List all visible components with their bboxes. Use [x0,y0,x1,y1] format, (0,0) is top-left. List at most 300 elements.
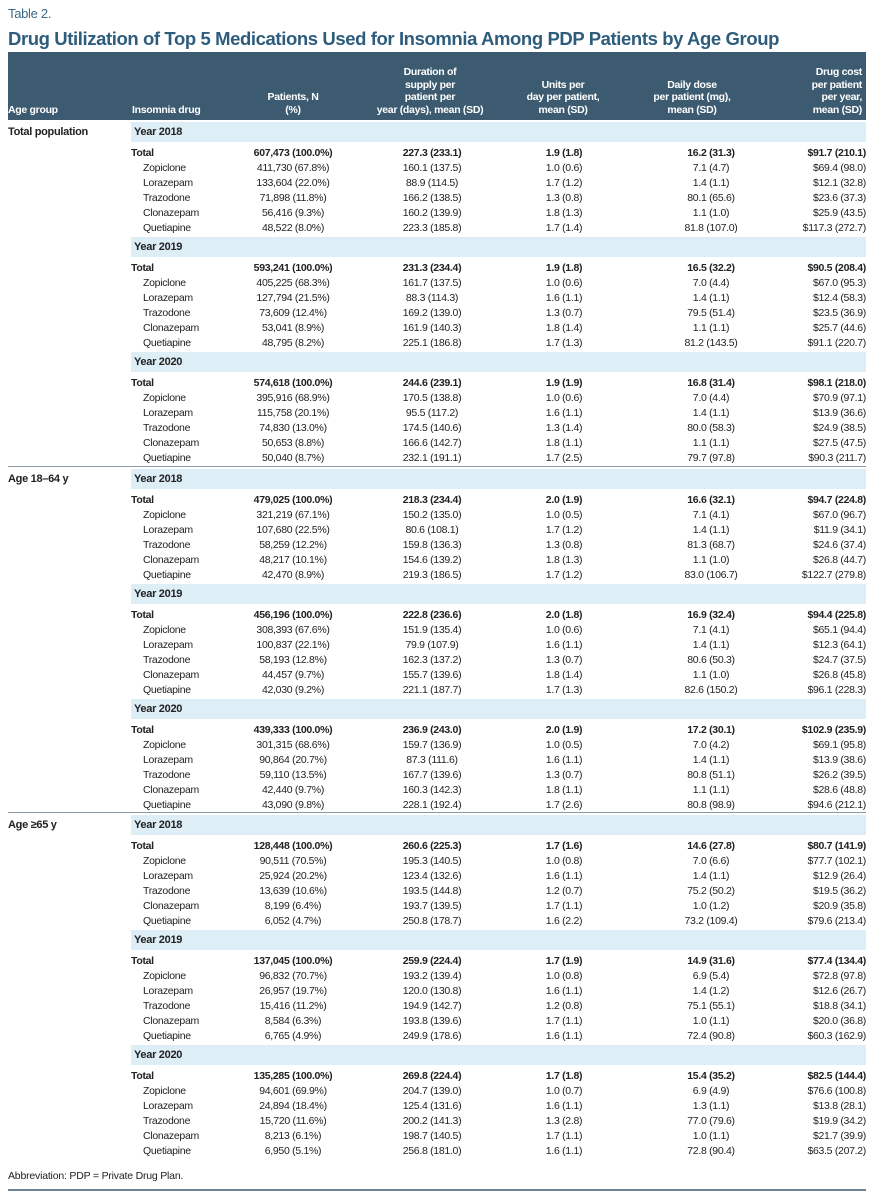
cell-daily-dose: 81.8 (107.0) [684,221,738,234]
cell-daily-dose: 75.2 (50.2) [687,884,735,897]
total-row [0,261,875,276]
cell-daily-dose: 7.1 (4.7) [692,161,730,174]
cell-drug: Trazodone [143,538,191,551]
cell-patients: 321,219 (67.1%) [256,508,330,521]
cell-units: 1.0 (0.6) [545,161,583,174]
table-row [0,854,875,869]
cell-units: 1.2 (0.8) [545,999,583,1012]
cell-drug-cost: $67.0 (96.7) [812,508,866,521]
cell-duration: 228.1 (192.4) [402,798,462,811]
table-row [0,668,875,683]
cell-duration: 244.6 (239.1) [402,377,462,389]
cell-duration: 198.7 (140.5) [402,1129,462,1142]
header-line: Drug cost [815,66,862,78]
cell-patients: 133,604 (22.0%) [256,176,330,189]
table-row [0,884,875,899]
cell-patients: 107,680 (22.5%) [256,523,330,536]
cell-duration: 204.7 (139.0) [402,1084,462,1097]
header-line: Age group [8,103,58,116]
cell-units: 1.8 (1.4) [545,668,583,681]
header-line: patient per [404,91,456,103]
cell-daily-dose: 83.0 (106.7) [684,568,738,581]
cell-duration: 222.8 (236.6) [402,609,462,621]
table-row [0,276,875,291]
cell-daily-dose: 1.4 (1.1) [692,869,730,882]
cell-patients: 44,457 (9.7%) [261,668,325,681]
cell-units: 1.6 (1.1) [545,291,583,304]
cell-drug: Total [131,377,154,389]
cell-drug: Trazodone [143,884,191,897]
cell-units: 1.8 (1.3) [545,206,583,219]
cell-units: 1.3 (0.7) [545,653,583,666]
cell-patients: 42,470 (8.9%) [261,568,325,581]
cell-units: 1.3 (2.8) [545,1114,583,1127]
cell-patients: 128,448 (100.0%) [253,840,333,852]
total-row [0,376,875,391]
header-duration [377,66,484,116]
header-line: per patient [811,78,862,91]
table-row [0,1029,875,1044]
table-row [0,421,875,436]
cell-drug-cost: $12.3 (64.1) [812,638,866,651]
total-row [0,723,875,738]
cell-drug-cost: $18.8 (34.1) [812,999,866,1012]
cell-drug: Lorazepam [143,638,193,651]
cell-drug: Total [131,609,154,621]
cell-drug-cost: $23.5 (36.9) [812,306,866,319]
age-group-label: Age ≥65 y [8,819,57,831]
cell-patients: 42,440 (9.7%) [261,783,325,796]
cell-patients: 58,259 (12.2%) [259,538,327,551]
cell-drug: Total [131,147,154,159]
cell-duration: 88.9 (114.5) [405,176,459,189]
cell-daily-dose: 6.9 (5.4) [692,969,730,982]
cell-drug-cost: $19.9 (34.2) [812,1114,866,1127]
table-row [0,451,875,466]
cell-drug: Lorazepam [143,984,193,997]
cell-daily-dose: 73.2 (109.4) [684,914,738,927]
cell-patients: 115,758 (20.1%) [256,406,330,419]
cell-drug: Trazodone [143,1114,191,1127]
table-row [0,798,875,813]
cell-units: 1.7 (1.2) [545,568,583,581]
table-row [0,683,875,698]
cell-daily-dose: 81.2 (143.5) [684,336,738,349]
cell-drug-cost: $77.4 (134.4) [807,955,866,967]
cell-patients: 8,213 (6.1%) [264,1129,322,1142]
table-row [0,568,875,583]
age-group-label: Age 18–64 y [8,473,69,485]
cell-duration: 166.2 (138.5) [402,191,462,204]
cell-daily-dose: 16.5 (32.2) [687,262,735,274]
cell-duration: 161.7 (137.5) [402,276,462,289]
cell-duration: 155.7 (139.6) [402,668,462,681]
cell-daily-dose: 1.4 (1.1) [692,523,730,536]
cell-duration: 125.4 (131.6) [402,1099,462,1112]
cell-drug: Lorazepam [143,523,193,536]
year-block [0,122,875,237]
year-block [0,352,875,467]
cell-drug-cost: $13.9 (38.6) [812,753,866,766]
cell-drug-cost: $28.6 (48.8) [812,783,866,796]
cell-daily-dose: 72.4 (90.8) [687,1029,735,1042]
year-label: Year 2020 [134,1049,183,1061]
header-line: year (days), mean (SD) [376,103,484,116]
cell-units: 1.8 (1.3) [545,553,583,566]
cell-drug: Quetiapine [143,568,191,581]
cell-duration: 170.5 (138.8) [402,391,462,404]
cell-daily-dose: 1.0 (1.1) [692,1014,730,1027]
cell-patients: 100,837 (22.1%) [256,638,330,651]
cell-duration: 219.3 (186.5) [402,568,462,581]
cell-units: 1.6 (1.1) [545,1029,583,1042]
year-label: Year 2020 [134,356,183,368]
cell-units: 1.6 (1.1) [545,406,583,419]
table-row [0,753,875,768]
cell-units: 1.2 (0.7) [545,884,583,897]
year-band [131,469,866,489]
table-row [0,161,875,176]
cell-units: 1.7 (1.2) [545,176,583,189]
cell-drug-cost: $96.1 (228.3) [807,683,866,696]
header-age-group [8,104,58,117]
cell-units: 1.0 (0.8) [545,854,583,867]
table-row [0,1084,875,1099]
total-row [0,608,875,623]
cell-drug-cost: $20.9 (35.8) [812,899,866,912]
cell-patients: 90,511 (70.5%) [259,854,327,867]
cell-drug: Quetiapine [143,914,191,927]
cell-drug-cost: $24.9 (38.5) [812,421,866,434]
header-drug-cost [812,66,862,116]
cell-duration: 227.3 (233.1) [402,147,462,159]
cell-patients: 13,639 (10.6%) [259,884,327,897]
year-block [0,815,875,930]
cell-duration: 80.6 (108.1) [405,523,459,536]
cell-drug: Clonazepam [143,899,199,912]
cell-daily-dose: 7.0 (6.6) [692,854,730,867]
cell-duration: 169.2 (139.0) [402,306,462,319]
header-line: per year, [821,91,862,103]
cell-units: 2.0 (1.9) [545,724,583,736]
table-row [0,899,875,914]
cell-drug: Total [131,955,154,967]
cell-patients: 15,416 (11.2%) [259,999,327,1012]
table-row [0,984,875,999]
year-block [0,584,875,699]
year-band [131,584,866,604]
cell-patients: 71,898 (11.8%) [259,191,327,204]
cell-drug-cost: $69.4 (98.0) [812,161,866,174]
cell-duration: 260.6 (225.3) [402,840,462,852]
cell-patients: 59,110 (13.5%) [259,768,327,781]
cell-units: 1.0 (0.6) [545,276,583,289]
cell-drug: Total [131,840,154,852]
total-row [0,1069,875,1084]
cell-drug: Trazodone [143,768,191,781]
year-band [131,699,866,719]
age-group-section [0,469,875,814]
cell-drug: Trazodone [143,653,191,666]
cell-patients: 405,225 (68.3%) [256,276,330,289]
cell-patients: 94,601 (69.9%) [259,1084,327,1097]
cell-units: 1.8 (1.1) [545,783,583,796]
cell-patients: 48,522 (8.0%) [261,221,325,234]
cell-duration: 259.9 (224.4) [402,955,462,967]
cell-drug-cost: $26.2 (39.5) [812,768,866,781]
cell-daily-dose: 1.4 (1.1) [692,291,730,304]
cell-units: 1.0 (0.8) [545,969,583,982]
cell-patients: 26,957 (19.7%) [259,984,327,997]
cell-patients: 456,196 (100.0%) [253,609,333,621]
cell-daily-dose: 82.6 (150.2) [684,683,738,696]
cell-drug: Quetiapine [143,336,191,349]
total-row [0,954,875,969]
table-header [8,52,866,120]
cell-duration: 159.7 (136.9) [402,738,462,751]
cell-drug-cost: $65.1 (94.4) [812,623,866,636]
cell-drug-cost: $20.0 (36.8) [812,1014,866,1027]
cell-drug: Lorazepam [143,176,193,189]
cell-drug: Zopiclone [143,623,186,636]
table-row [0,653,875,668]
header-units [527,79,600,117]
cell-drug: Total [131,494,154,506]
header-line: Units per [541,78,585,91]
cell-daily-dose: 1.4 (1.1) [692,406,730,419]
cell-units: 1.6 (1.1) [545,984,583,997]
cell-patients: 48,795 (8.2%) [261,336,325,349]
header-line: Daily dose [667,78,717,91]
table-row [0,508,875,523]
cell-drug-cost: $69.1 (95.8) [812,738,866,751]
cell-drug: Total [131,1070,154,1082]
cell-duration: 193.5 (144.8) [402,884,462,897]
year-band [131,930,866,950]
cell-daily-dose: 16.2 (31.3) [687,147,735,159]
cell-duration: 79.9 (107.9) [405,638,459,651]
cell-drug-cost: $76.6 (100.8) [807,1084,866,1097]
cell-daily-dose: 1.1 (1.1) [692,783,730,796]
cell-units: 1.7 (1.1) [545,899,583,912]
cell-duration: 150.2 (135.0) [402,508,462,521]
cell-drug-cost: $77.7 (102.1) [807,854,866,867]
cell-duration: 269.8 (224.4) [402,1070,462,1082]
cell-drug-cost: $80.7 (141.9) [807,840,866,852]
cell-patients: 6,765 (4.9%) [264,1029,322,1042]
cell-daily-dose: 7.0 (4.2) [692,738,730,751]
cell-duration: 193.7 (139.5) [402,899,462,912]
cell-drug-cost: $60.3 (162.9) [807,1029,866,1042]
cell-drug: Zopiclone [143,969,186,982]
cell-drug-cost: $94.4 (225.8) [807,609,866,621]
table-row [0,538,875,553]
header-line: mean (SD) [812,103,862,116]
header-line: per patient (mg), [653,91,731,103]
table-row [0,783,875,798]
cell-daily-dose: 7.1 (4.1) [692,623,730,636]
cell-units: 1.7 (1.1) [545,1129,583,1142]
header-line: Patients, N [267,91,319,103]
year-label: Year 2019 [134,934,183,946]
cell-daily-dose: 1.1 (1.1) [692,436,730,449]
cell-patients: 58,193 (12.8%) [259,653,327,666]
cell-units: 1.3 (0.7) [545,768,583,781]
table-row [0,1114,875,1129]
cell-duration: 225.1 (186.8) [402,336,462,349]
bottom-rule [8,1189,866,1191]
cell-drug: Zopiclone [143,1084,186,1097]
cell-daily-dose: 79.5 (51.4) [687,306,735,319]
cell-daily-dose: 80.6 (50.3) [687,653,735,666]
cell-drug-cost: $13.8 (28.1) [812,1099,866,1112]
table-row [0,336,875,351]
cell-patients: 74,830 (13.0%) [259,421,327,434]
cell-patients: 56,416 (9.3%) [261,206,325,219]
table-row [0,191,875,206]
cell-drug-cost: $13.9 (36.6) [812,406,866,419]
cell-drug-cost: $26.8 (45.8) [812,668,866,681]
cell-drug-cost: $25.7 (44.6) [812,321,866,334]
cell-duration: 231.3 (234.4) [402,262,462,274]
cell-duration: 223.3 (185.8) [402,221,462,234]
cell-duration: 95.5 (117.2) [405,406,459,419]
table-row [0,321,875,336]
cell-drug-cost: $23.6 (37.3) [812,191,866,204]
header-patients [268,91,319,116]
cell-daily-dose: 16.8 (31.4) [687,377,735,389]
cell-units: 1.7 (1.4) [545,221,583,234]
cell-drug-cost: $27.5 (47.5) [812,436,866,449]
cell-duration: 160.3 (142.3) [402,783,462,796]
cell-patients: 301,315 (68.6%) [256,738,330,751]
cell-duration: 151.9 (135.4) [402,623,462,636]
header-daily-dose [653,79,730,117]
cell-drug-cost: $94.6 (212.1) [807,798,866,811]
cell-daily-dose: 6.9 (4.9) [692,1084,730,1097]
year-band [131,237,866,257]
age-group-label: Total population [8,126,88,138]
cell-patients: 574,618 (100.0%) [253,377,333,389]
cell-drug-cost: $67.0 (95.3) [812,276,866,289]
cell-drug-cost: $12.1 (32.8) [812,176,866,189]
table-row [0,436,875,451]
cell-drug-cost: $82.5 (144.4) [807,1070,866,1082]
cell-drug-cost: $94.7 (224.8) [807,494,866,506]
cell-drug: Lorazepam [143,753,193,766]
cell-drug-cost: $19.5 (36.2) [812,884,866,897]
cell-drug: Lorazepam [143,406,193,419]
header-line: mean (SD) [667,103,717,116]
cell-duration: 159.8 (136.3) [402,538,462,551]
cell-drug-cost: $90.5 (208.4) [807,262,866,274]
table-row [0,391,875,406]
cell-patients: 137,045 (100.0%) [253,955,333,967]
header-line: supply per [404,78,456,91]
cell-daily-dose: 80.8 (51.1) [687,768,735,781]
cell-drug: Trazodone [143,191,191,204]
table-row [0,738,875,753]
cell-patients: 6,052 (4.7%) [264,914,322,927]
cell-drug: Lorazepam [143,869,193,882]
cell-daily-dose: 72.8 (90.4) [687,1144,735,1157]
table-row [0,638,875,653]
year-block [0,237,875,352]
cell-duration: 160.1 (137.5) [402,161,462,174]
cell-drug: Quetiapine [143,221,191,234]
cell-units: 1.7 (1.3) [545,683,583,696]
cell-units: 1.7 (1.3) [545,336,583,349]
cell-drug: Clonazepam [143,206,199,219]
cell-drug: Total [131,724,154,736]
cell-drug: Clonazepam [143,1129,199,1142]
cell-drug: Quetiapine [143,683,191,696]
cell-patients: 593,241 (100.0%) [253,262,333,274]
cell-units: 1.3 (1.4) [545,421,583,434]
cell-drug: Clonazepam [143,783,199,796]
year-label: Year 2018 [134,126,183,138]
cell-daily-dose: 17.2 (30.1) [687,724,735,736]
cell-units: 1.0 (0.7) [545,1084,583,1097]
cell-daily-dose: 1.4 (1.1) [692,638,730,651]
cell-duration: 194.9 (142.7) [402,999,462,1012]
cell-patients: 25,924 (20.2%) [259,869,327,882]
age-group-section [0,122,875,467]
cell-daily-dose: 80.8 (98.9) [687,798,735,811]
table-row [0,291,875,306]
cell-duration: 193.2 (139.4) [402,969,462,982]
year-label: Year 2018 [134,819,183,831]
year-band [131,352,866,372]
cell-patients: 96,832 (70.7%) [259,969,327,982]
cell-units: 1.7 (1.2) [545,523,583,536]
cell-duration: 120.0 (130.8) [402,984,462,997]
year-label: Year 2018 [134,473,183,485]
cell-units: 1.6 (1.1) [545,869,583,882]
cell-drug: Lorazepam [143,1099,193,1112]
cell-patients: 50,653 (8.8%) [261,436,325,449]
cell-drug: Clonazepam [143,321,199,334]
cell-units: 1.0 (0.5) [545,738,583,751]
cell-drug: Zopiclone [143,738,186,751]
header-line: Insomnia drug [132,103,201,116]
cell-patients: 24,894 (18.4%) [259,1099,327,1112]
cell-daily-dose: 1.1 (1.0) [692,206,730,219]
cell-drug-cost: $21.7 (39.9) [812,1129,866,1142]
table-row [0,221,875,236]
table-row [0,176,875,191]
cell-drug-cost: $24.7 (37.5) [812,653,866,666]
cell-duration: 256.8 (181.0) [402,1144,462,1157]
cell-units: 1.9 (1.9) [545,377,583,389]
table-row [0,999,875,1014]
cell-duration: 88.3 (114.3) [405,291,459,304]
cell-units: 1.6 (1.1) [545,1144,583,1157]
year-block [0,699,875,814]
cell-units: 1.6 (2.2) [545,914,583,927]
cell-drug-cost: $70.9 (97.1) [812,391,866,404]
cell-drug-cost: $12.6 (26.7) [812,984,866,997]
cell-patients: 48,217 (10.1%) [259,553,327,566]
cell-patients: 308,393 (67.6%) [256,623,330,636]
cell-drug: Clonazepam [143,1014,199,1027]
cell-daily-dose: 80.1 (65.6) [687,191,735,204]
cell-patients: 73,609 (12.4%) [259,306,327,319]
cell-units: 1.7 (1.8) [545,1070,583,1082]
cell-drug: Lorazepam [143,291,193,304]
cell-units: 1.6 (1.1) [545,753,583,766]
cell-drug: Clonazepam [143,668,199,681]
